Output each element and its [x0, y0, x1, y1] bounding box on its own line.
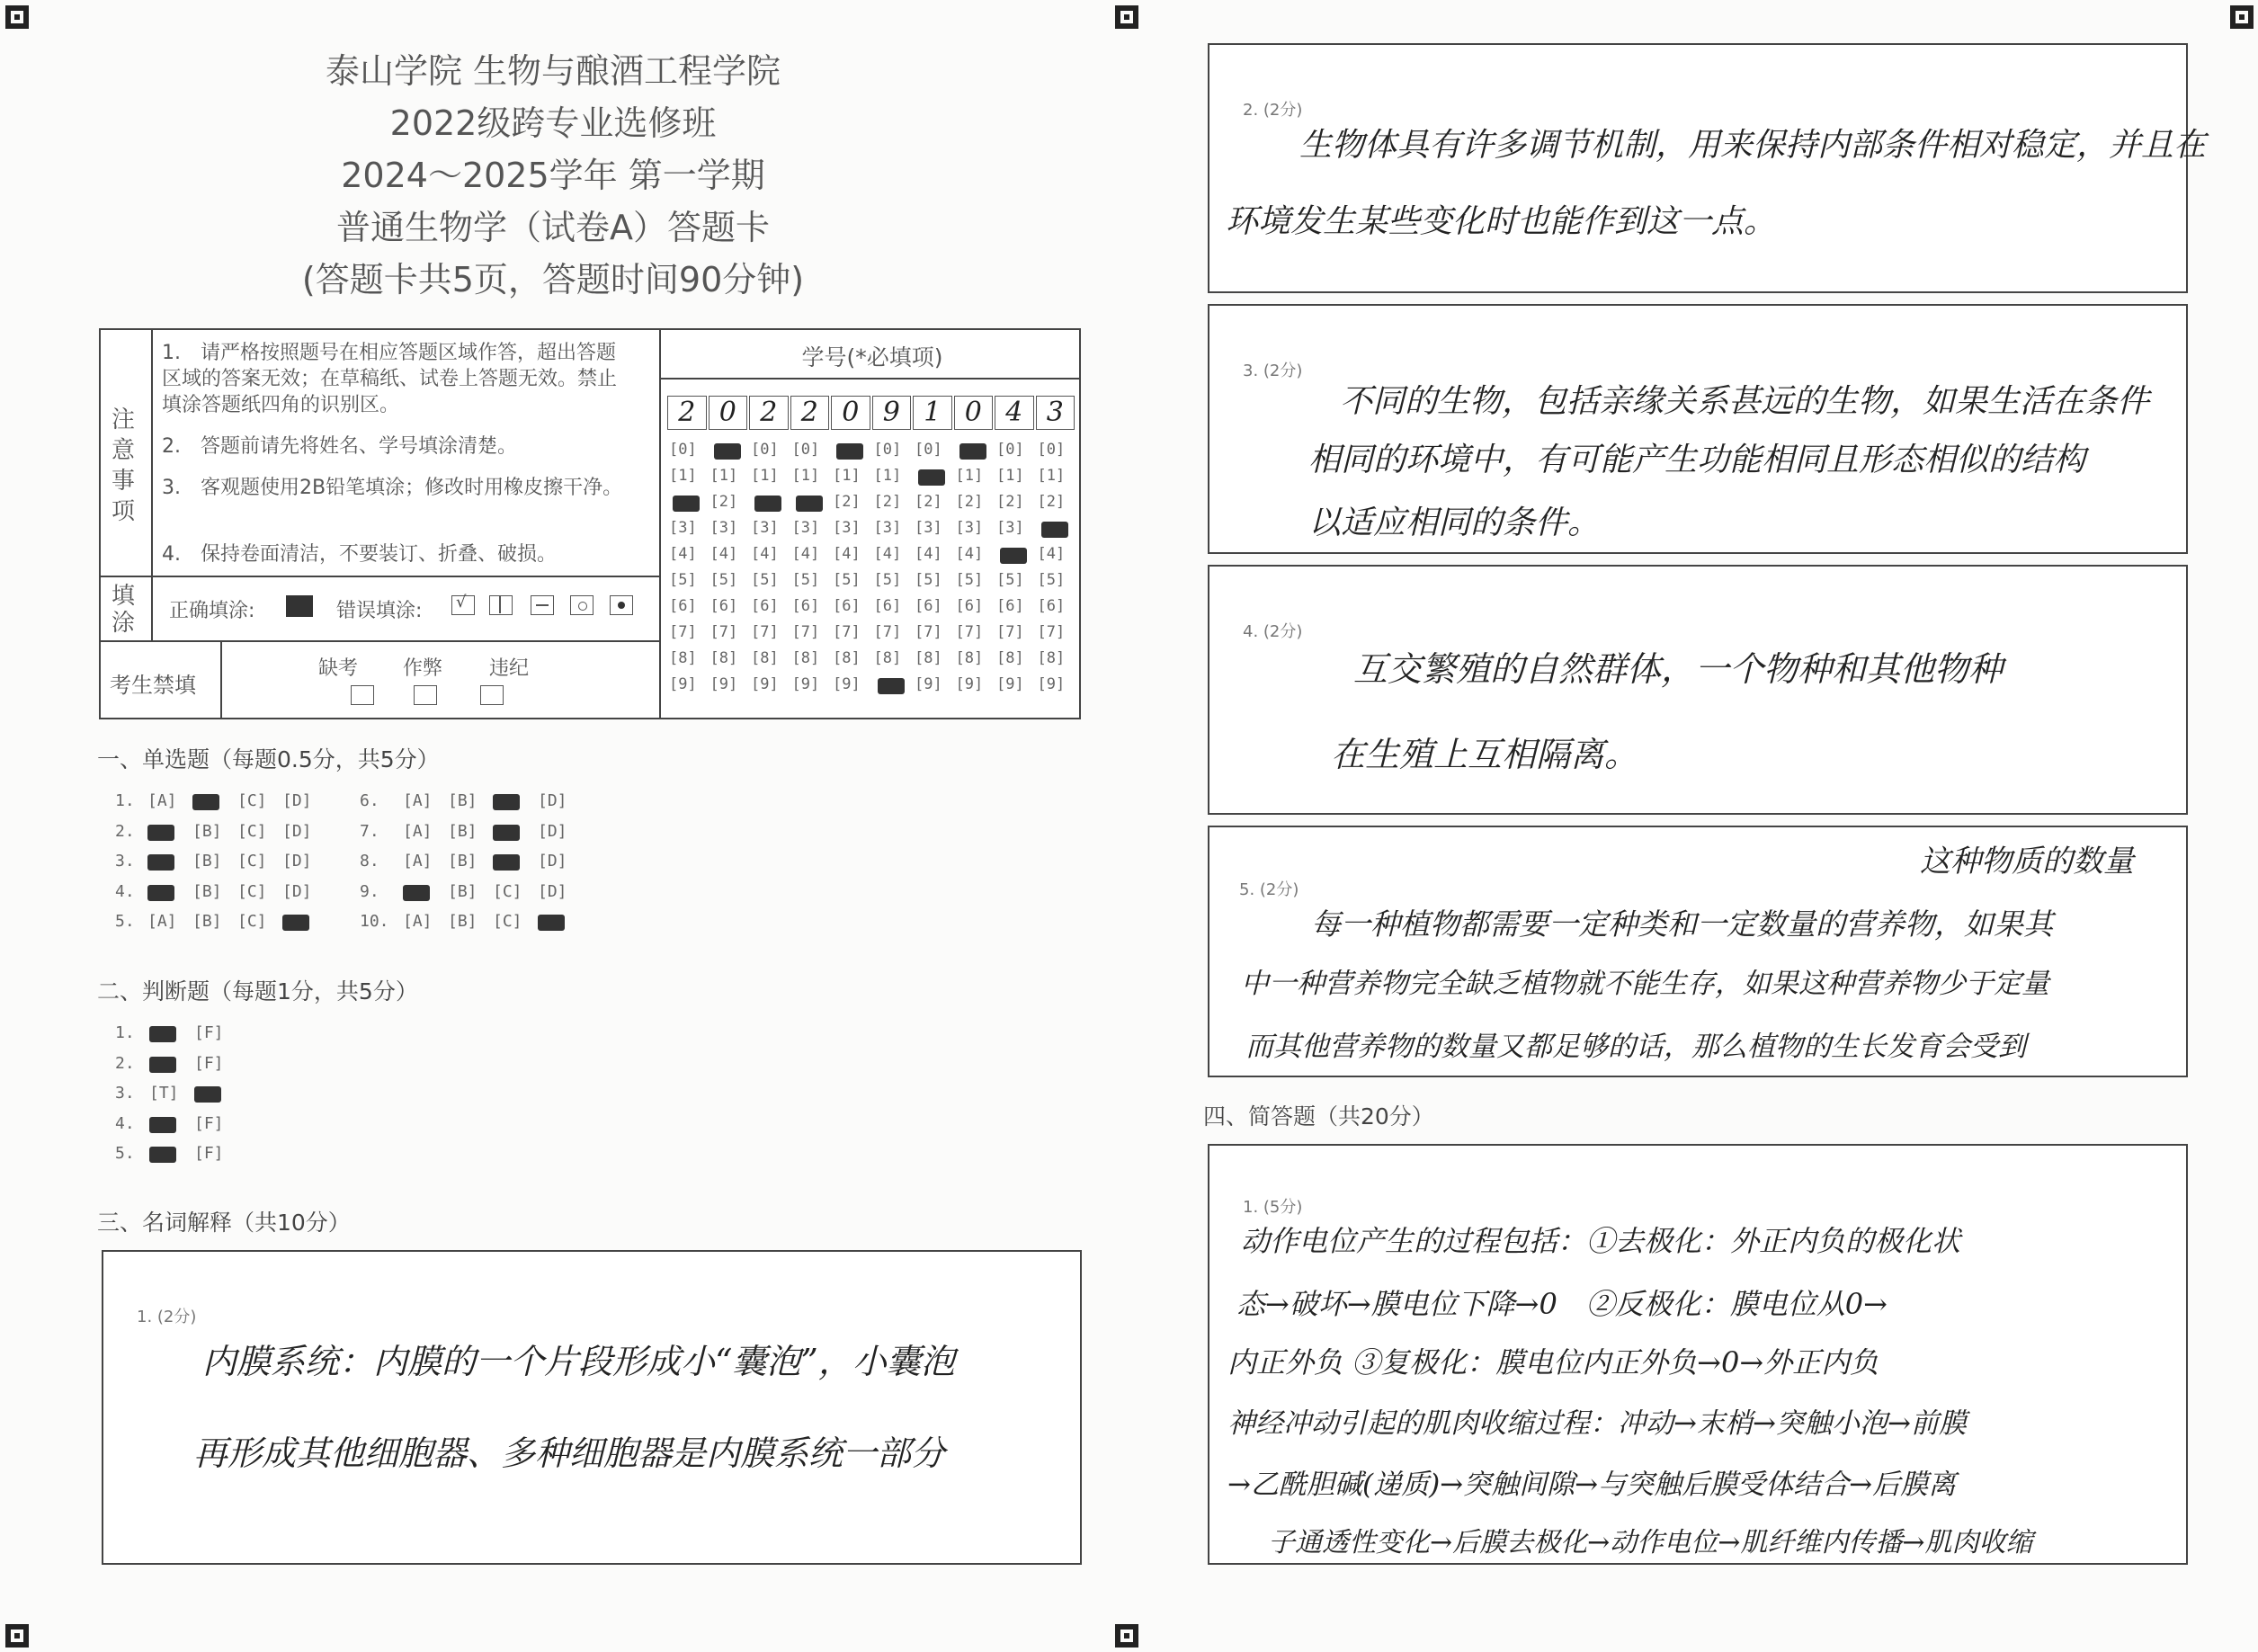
student-id-bubble[interactable]: [3] — [955, 519, 984, 537]
corner-marker-top-center — [1115, 5, 1138, 29]
student-id-bubble[interactable]: [3] — [669, 519, 697, 537]
student-id-bubble[interactable]: [2] — [996, 493, 1024, 511]
student-id-bubble[interactable]: [9] — [1037, 675, 1066, 693]
q3-3-line3: 以适应相同的条件。 — [1308, 505, 1601, 541]
student-id-bubble[interactable]: [7] — [996, 623, 1024, 641]
student-id-bubble[interactable]: [0] — [996, 441, 1024, 459]
single-choice-number: 8. — [360, 852, 379, 871]
cheat-checkbox[interactable] — [414, 685, 437, 705]
student-id-bubble[interactable]: [5] — [955, 571, 984, 589]
student-id-digit: 2 — [800, 397, 818, 428]
student-id-digit-box — [749, 396, 789, 430]
notice-item-2: 2. 答题前请先将姓名、学号填涂清楚。 — [162, 435, 517, 458]
q3-2-label: 2. (2分) — [1243, 101, 1303, 120]
corner-marker-top-right — [2230, 5, 2254, 29]
single-choice-option[interactable]: [D] — [538, 821, 567, 841]
student-id-digit: 0 — [718, 397, 736, 428]
student-id-bubble[interactable]: [5] — [915, 571, 942, 589]
answer-box-3-1 — [102, 1250, 1082, 1565]
single-choice-option[interactable]: [D] — [282, 881, 312, 901]
wrong-fill-label: 错误填涂: — [336, 600, 423, 622]
q3-4-line1: 互交繁殖的自然群体，一个物种和其他物种 — [1353, 649, 2004, 689]
student-id-digit: 9 — [882, 397, 900, 428]
corner-marker-bottom-center — [1115, 1624, 1138, 1648]
single-choice-option[interactable]: [B] — [192, 821, 222, 841]
student-id-bubble[interactable]: [5] — [791, 571, 820, 589]
notice-side-label: 注意事项 — [112, 406, 136, 525]
student-id-bubble[interactable]: [4] — [955, 545, 984, 563]
q4-1-line6: 子通透性变化→后膜去极化→动作电位→肌纤维内传播→肌肉收缩 — [1268, 1527, 2033, 1558]
wrong-fill-check: √ — [451, 595, 475, 615]
q4-1-line5: →乙酰胆碱(递质)→突触间隙→与突触后膜受体结合→后膜离 — [1227, 1469, 1957, 1501]
true-false-option[interactable]: [F] — [194, 1053, 224, 1073]
divider-h1 — [99, 576, 660, 577]
q3-1-line2: 再形成其他细胞器、多种细胞器是内膜系统一部分 — [193, 1433, 946, 1473]
student-id-digit-box — [954, 396, 994, 430]
absent-checkbox[interactable] — [351, 685, 374, 705]
single-choice-option[interactable]: [C] — [237, 821, 267, 841]
student-id-bubble[interactable]: [2] — [915, 493, 942, 511]
true-false-option-filled[interactable] — [149, 1057, 176, 1073]
student-id-bubble-filled[interactable] — [1041, 522, 1068, 538]
q3-4-line2: 在生殖上互相隔离。 — [1331, 735, 1639, 774]
header-info: (答题卡共5页，答题时间90分钟) — [301, 260, 805, 299]
single-choice-option[interactable]: [D] — [282, 791, 312, 810]
single-choice-option-filled[interactable] — [147, 854, 174, 871]
single-choice-option[interactable]: [B] — [192, 852, 222, 871]
q3-3-label: 3. (2分) — [1243, 362, 1303, 380]
q3-5-line3: 而其他营养物的数量又都足够的话，那么植物的生长发育会受到 — [1245, 1031, 2026, 1063]
divider-v2 — [220, 640, 222, 719]
notice-item-3: 3. 客观题使用2B铅笔填涂；修改时用橡皮擦干净。 — [162, 477, 623, 499]
q3-5-insert: 这种物质的数量 — [1920, 844, 2134, 880]
single-choice-option[interactable]: [A] — [147, 791, 177, 810]
student-id-bubble[interactable]: [0] — [873, 441, 902, 459]
exam-forbid-label: 考生禁填 — [110, 673, 196, 698]
student-id-bubble-filled[interactable] — [673, 496, 700, 512]
single-choice-option[interactable]: [A] — [403, 912, 433, 931]
student-id-bubble[interactable]: [4] — [915, 545, 942, 563]
student-id-bubble[interactable]: [3] — [833, 519, 861, 537]
student-id-bubble[interactable]: [2] — [955, 493, 984, 511]
single-choice-option[interactable]: [B] — [448, 821, 477, 841]
corner-marker-bottom-left — [5, 1624, 29, 1648]
student-id-bubble[interactable]: [8] — [710, 649, 738, 667]
student-id-bubble-filled[interactable] — [754, 496, 781, 512]
q4-1-line3: 内正外负 ③复极化：膜电位内正外负→0→外正内负 — [1227, 1345, 1879, 1380]
student-id-bubble[interactable]: [5] — [996, 571, 1024, 589]
student-id-digit: 1 — [924, 397, 942, 428]
student-id-bubble[interactable]: [4] — [710, 545, 738, 563]
single-choice-option-filled[interactable] — [147, 825, 174, 841]
true-false-option[interactable]: [F] — [194, 1144, 224, 1163]
single-choice-option[interactable]: [B] — [448, 791, 477, 810]
true-false-option-filled[interactable] — [149, 1147, 176, 1163]
q4-1-line2: 态→破坏→膜电位下降→0 ②反极化：膜电位从0→ — [1236, 1287, 1888, 1321]
student-id-bubble[interactable]: [5] — [710, 571, 738, 589]
single-choice-option-filled[interactable] — [493, 794, 520, 810]
student-id-title-divider — [660, 378, 1081, 380]
student-id-digit-box — [667, 396, 707, 430]
student-id-bubble[interactable]: [6] — [915, 597, 942, 615]
divider-h2 — [99, 640, 660, 642]
student-id-bubble[interactable]: [8] — [1037, 649, 1066, 667]
single-choice-number: 10. — [360, 912, 389, 931]
student-id-bubble[interactable]: [3] — [710, 519, 738, 537]
single-choice-number: 3. — [115, 852, 135, 871]
student-id-title: 学号(*必填项) — [801, 344, 943, 371]
student-id-bubble[interactable]: [7] — [915, 623, 942, 641]
single-choice-option[interactable]: [C] — [493, 881, 522, 901]
student-id-bubble[interactable]: [9] — [833, 675, 861, 693]
q3-4-label: 4. (2分) — [1243, 622, 1303, 641]
student-id-bubble-filled[interactable] — [959, 443, 986, 460]
student-id-bubble[interactable]: [5] — [669, 571, 697, 589]
student-id-bubble[interactable]: [7] — [710, 623, 738, 641]
wrong-fill-dash — [531, 595, 554, 615]
student-id-bubble[interactable]: [8] — [955, 649, 984, 667]
student-id-bubble[interactable]: [1] — [710, 467, 738, 485]
header-course: 普通生物学（试卷A）答题卡 — [336, 208, 770, 247]
notice-item-4: 4. 保持卷面清洁，不要装订、折叠、破损。 — [162, 543, 557, 566]
q3-2-line1: 生物体具有许多调节机制，用来保持内部条件相对稳定，并且在 — [1299, 127, 2207, 164]
single-choice-number: 4. — [115, 881, 135, 901]
corner-marker-top-left — [5, 5, 29, 29]
student-id-bubble[interactable]: [1] — [996, 467, 1024, 485]
student-id-bubble[interactable]: [1] — [751, 467, 779, 485]
q3-3-line1: 不同的生物，包括亲缘关系甚远的生物，如果生活在条件 — [1340, 383, 2150, 420]
q4-1-line4: 神经冲动引起的肌肉收缩过程：冲动→末梢→突触小泡→前膜 — [1227, 1407, 1967, 1440]
single-choice-option-filled[interactable] — [493, 825, 520, 841]
single-choice-option[interactable]: [B] — [448, 912, 477, 931]
student-id-bubble[interactable]: [4] — [873, 545, 902, 563]
single-choice-option-filled[interactable] — [538, 915, 565, 931]
student-id-bubble[interactable]: [5] — [833, 571, 861, 589]
student-id-digit: 2 — [760, 397, 778, 428]
violation-label: 违纪 — [489, 657, 530, 680]
single-choice-option[interactable]: [D] — [538, 881, 567, 901]
q3-2-line2: 环境发生某些变化时也能作到这一点。 — [1226, 203, 1777, 240]
single-choice-option[interactable]: [B] — [448, 852, 477, 871]
student-id-bubble[interactable]: [7] — [833, 623, 861, 641]
single-choice-number: 2. — [115, 821, 135, 841]
header-class: 2022级跨专业选修班 — [389, 103, 717, 143]
student-id-bubble[interactable]: [7] — [791, 623, 820, 641]
student-id-bubble[interactable]: [3] — [915, 519, 942, 537]
single-choice-number: 5. — [115, 912, 135, 931]
student-id-digit: 3 — [1046, 397, 1064, 428]
student-id-bubble[interactable]: [6] — [1037, 597, 1066, 615]
single-choice-number: 9. — [360, 881, 379, 901]
q4-1-line1: 动作电位产生的过程包括：①去极化：外正内负的极化状 — [1241, 1224, 1961, 1258]
student-id-digit-box — [995, 396, 1034, 430]
student-id-bubble[interactable]: [6] — [710, 597, 738, 615]
single-choice-option-filled[interactable] — [192, 794, 219, 810]
section-true-false: 二、判断题（每题1分，共5分） — [97, 978, 418, 1005]
student-id-bubble[interactable]: [7] — [955, 623, 984, 641]
student-id-bubble[interactable]: [4] — [1037, 545, 1066, 563]
student-id-bubble[interactable]: [4] — [833, 545, 861, 563]
single-choice-option[interactable]: [A] — [403, 791, 433, 810]
student-id-bubble[interactable]: [4] — [669, 545, 697, 563]
student-id-digit-box — [1036, 396, 1075, 430]
student-id-bubble[interactable]: [2] — [710, 493, 738, 511]
single-choice-option[interactable]: [A] — [403, 821, 433, 841]
student-id-bubble[interactable]: [1] — [1037, 467, 1066, 485]
single-choice-option[interactable]: [C] — [493, 912, 522, 931]
single-choice-option-filled[interactable] — [403, 885, 430, 901]
student-id-bubble[interactable]: [5] — [873, 571, 902, 589]
student-id-bubble-filled[interactable] — [918, 469, 945, 486]
true-false-option-filled[interactable] — [194, 1086, 221, 1103]
true-false-number: 2. — [115, 1053, 135, 1073]
q4-1-label: 1. (5分) — [1243, 1198, 1303, 1217]
single-choice-option-filled[interactable] — [282, 915, 309, 931]
student-id-bubble[interactable]: [8] — [751, 649, 779, 667]
single-choice-option[interactable]: [C] — [237, 881, 267, 901]
divider-vertical — [151, 328, 153, 576]
student-id-bubble[interactable]: [8] — [873, 649, 902, 667]
student-id-bubble[interactable]: [8] — [996, 649, 1024, 667]
student-id-bubble[interactable]: [8] — [791, 649, 820, 667]
student-id-bubble[interactable]: [9] — [669, 675, 697, 693]
student-id-digit-box — [831, 396, 870, 430]
single-choice-option-filled[interactable] — [493, 854, 520, 871]
student-id-bubble[interactable]: [1] — [873, 467, 902, 485]
student-id-bubble[interactable]: [1] — [669, 467, 697, 485]
true-false-option-filled[interactable] — [149, 1026, 176, 1042]
single-choice-number: 1. — [115, 791, 135, 810]
single-choice-option[interactable]: [A] — [403, 852, 433, 871]
correct-fill-label: 正确填涂: — [169, 600, 255, 622]
absent-label: 缺考 — [318, 657, 359, 680]
student-id-bubble[interactable]: [3] — [791, 519, 820, 537]
single-choice-number: 6. — [360, 791, 379, 810]
single-choice-number: 7. — [360, 821, 379, 841]
student-id-digit: 0 — [842, 397, 860, 428]
true-false-number: 3. — [115, 1084, 135, 1103]
true-false-number: 5. — [115, 1144, 135, 1163]
student-id-bubble[interactable]: [8] — [915, 649, 942, 667]
divider-v3 — [151, 576, 153, 640]
true-false-option[interactable]: [T] — [149, 1084, 179, 1103]
header-term: 2024～2025学年 第一学期 — [341, 156, 765, 195]
single-choice-option[interactable]: [C] — [237, 791, 267, 810]
student-id-bubble[interactable]: [0] — [1037, 441, 1066, 459]
student-id-bubble[interactable]: [0] — [915, 441, 942, 459]
true-false-option[interactable]: [F] — [194, 1023, 224, 1042]
student-id-digit: 0 — [964, 397, 982, 428]
student-id-digit-box — [790, 396, 830, 430]
student-id-bubble[interactable]: [6] — [873, 597, 902, 615]
q3-1-label: 1. (2分) — [137, 1308, 197, 1326]
student-id-bubble-filled[interactable] — [796, 496, 823, 512]
answer-box-3-2 — [1208, 43, 2188, 293]
student-id-bubble[interactable]: [9] — [710, 675, 738, 693]
student-id-bubble[interactable]: [3] — [996, 519, 1024, 537]
violation-checkbox[interactable] — [480, 685, 504, 705]
student-id-bubble[interactable]: [1] — [955, 467, 984, 485]
fill-label: 填涂 — [112, 583, 136, 637]
student-id-bubble[interactable]: [0] — [791, 441, 820, 459]
single-choice-option[interactable]: [D] — [282, 852, 312, 871]
student-id-bubble[interactable]: [2] — [1037, 493, 1066, 511]
student-id-bubble-filled[interactable] — [714, 443, 741, 460]
student-id-bubble[interactable]: [7] — [751, 623, 779, 641]
header-school: 泰山学院 生物与酿酒工程学院 — [325, 51, 781, 91]
student-id-bubble[interactable]: [8] — [833, 649, 861, 667]
student-id-bubble[interactable]: [9] — [955, 675, 984, 693]
student-id-bubble[interactable]: [3] — [873, 519, 902, 537]
student-id-bubble[interactable]: [9] — [791, 675, 820, 693]
student-id-bubble[interactable]: [2] — [833, 493, 861, 511]
notice-item-1: 1. 请严格按照题号在相应答题区域作答，超出答题区域的答案无效；在草稿纸、试卷上答题无效。禁止填涂答题纸四角的识别区。 — [162, 342, 618, 416]
student-id-bubble[interactable]: [6] — [955, 597, 984, 615]
student-id-bubble[interactable]: [2] — [873, 493, 902, 511]
single-choice-option[interactable]: [B] — [448, 881, 477, 901]
student-id-bubble-filled[interactable] — [878, 678, 905, 694]
correct-fill-sample — [286, 595, 313, 617]
student-id-bubble[interactable]: [6] — [669, 597, 697, 615]
q3-5-line1: 每一种植物都需要一定种类和一定数量的营养物，如果其 — [1311, 906, 2053, 942]
wrong-fill-dot — [610, 595, 633, 615]
divider-id — [659, 328, 661, 719]
student-id-bubble[interactable]: [3] — [751, 519, 779, 537]
student-id-digit: 2 — [678, 397, 696, 428]
single-choice-option[interactable]: [D] — [538, 791, 567, 810]
wrong-fill-circle — [570, 595, 594, 615]
student-id-bubble[interactable]: [7] — [669, 623, 697, 641]
student-id-bubble[interactable]: [6] — [791, 597, 820, 615]
section-single-choice: 一、单选题（每题0.5分，共5分） — [97, 746, 440, 772]
single-choice-option[interactable]: [D] — [282, 821, 312, 841]
student-id-bubble[interactable]: [1] — [833, 467, 861, 485]
student-id-bubble[interactable]: [5] — [751, 571, 779, 589]
student-id-bubble[interactable]: [7] — [1037, 623, 1066, 641]
true-false-option[interactable]: [F] — [194, 1113, 224, 1133]
student-id-bubble[interactable]: [4] — [751, 545, 779, 563]
single-choice-option[interactable]: [D] — [538, 852, 567, 871]
wrong-fill-half — [489, 595, 513, 615]
q3-1-line1: 内膜系统：内膜的一个片段形成小“囊泡”，小囊泡 — [202, 1342, 955, 1381]
student-id-digit-box — [872, 396, 912, 430]
single-choice-option[interactable]: [C] — [237, 912, 267, 931]
student-id-bubble-filled[interactable] — [836, 443, 863, 460]
student-id-bubble[interactable]: [9] — [751, 675, 779, 693]
true-false-option-filled[interactable] — [149, 1117, 176, 1133]
student-id-digit-box — [709, 396, 748, 430]
student-id-bubble[interactable]: [6] — [833, 597, 861, 615]
student-id-bubble-filled[interactable] — [1000, 548, 1027, 564]
section-definitions: 三、名词解释（共10分） — [97, 1210, 351, 1236]
q3-5-label: 5. (2分) — [1239, 880, 1299, 899]
true-false-number: 4. — [115, 1113, 135, 1133]
single-choice-option[interactable]: [B] — [192, 881, 222, 901]
student-id-bubble[interactable]: [7] — [873, 623, 902, 641]
single-choice-option[interactable]: [A] — [147, 912, 177, 931]
single-choice-option-filled[interactable] — [147, 885, 174, 901]
student-id-digit: 4 — [1005, 397, 1023, 428]
student-id-bubble[interactable]: [5] — [1037, 571, 1066, 589]
student-id-bubble[interactable]: [1] — [791, 467, 820, 485]
student-id-bubble[interactable]: [4] — [791, 545, 820, 563]
student-id-bubble[interactable]: [8] — [669, 649, 697, 667]
q3-5-line2: 中一种营养物完全缺乏植物就不能生存，如果这种营养物少于定量 — [1241, 968, 2049, 1000]
student-id-bubble[interactable]: [9] — [996, 675, 1024, 693]
single-choice-option[interactable]: [B] — [192, 912, 222, 931]
cheat-label: 作弊 — [403, 657, 443, 680]
q3-3-line2: 相同的环境中，有可能产生功能相同且形态相似的结构 — [1308, 442, 2086, 478]
student-id-bubble[interactable]: [0] — [751, 441, 779, 459]
student-id-bubble[interactable]: [6] — [751, 597, 779, 615]
student-id-bubble[interactable]: [6] — [996, 597, 1024, 615]
student-id-bubble[interactable]: [0] — [669, 441, 697, 459]
student-id-bubble[interactable]: [9] — [915, 675, 942, 693]
single-choice-option[interactable]: [C] — [237, 852, 267, 871]
section-short-answer: 四、简答题（共20分） — [1203, 1103, 1434, 1130]
true-false-number: 1. — [115, 1023, 135, 1042]
student-id-digit-box — [913, 396, 952, 430]
